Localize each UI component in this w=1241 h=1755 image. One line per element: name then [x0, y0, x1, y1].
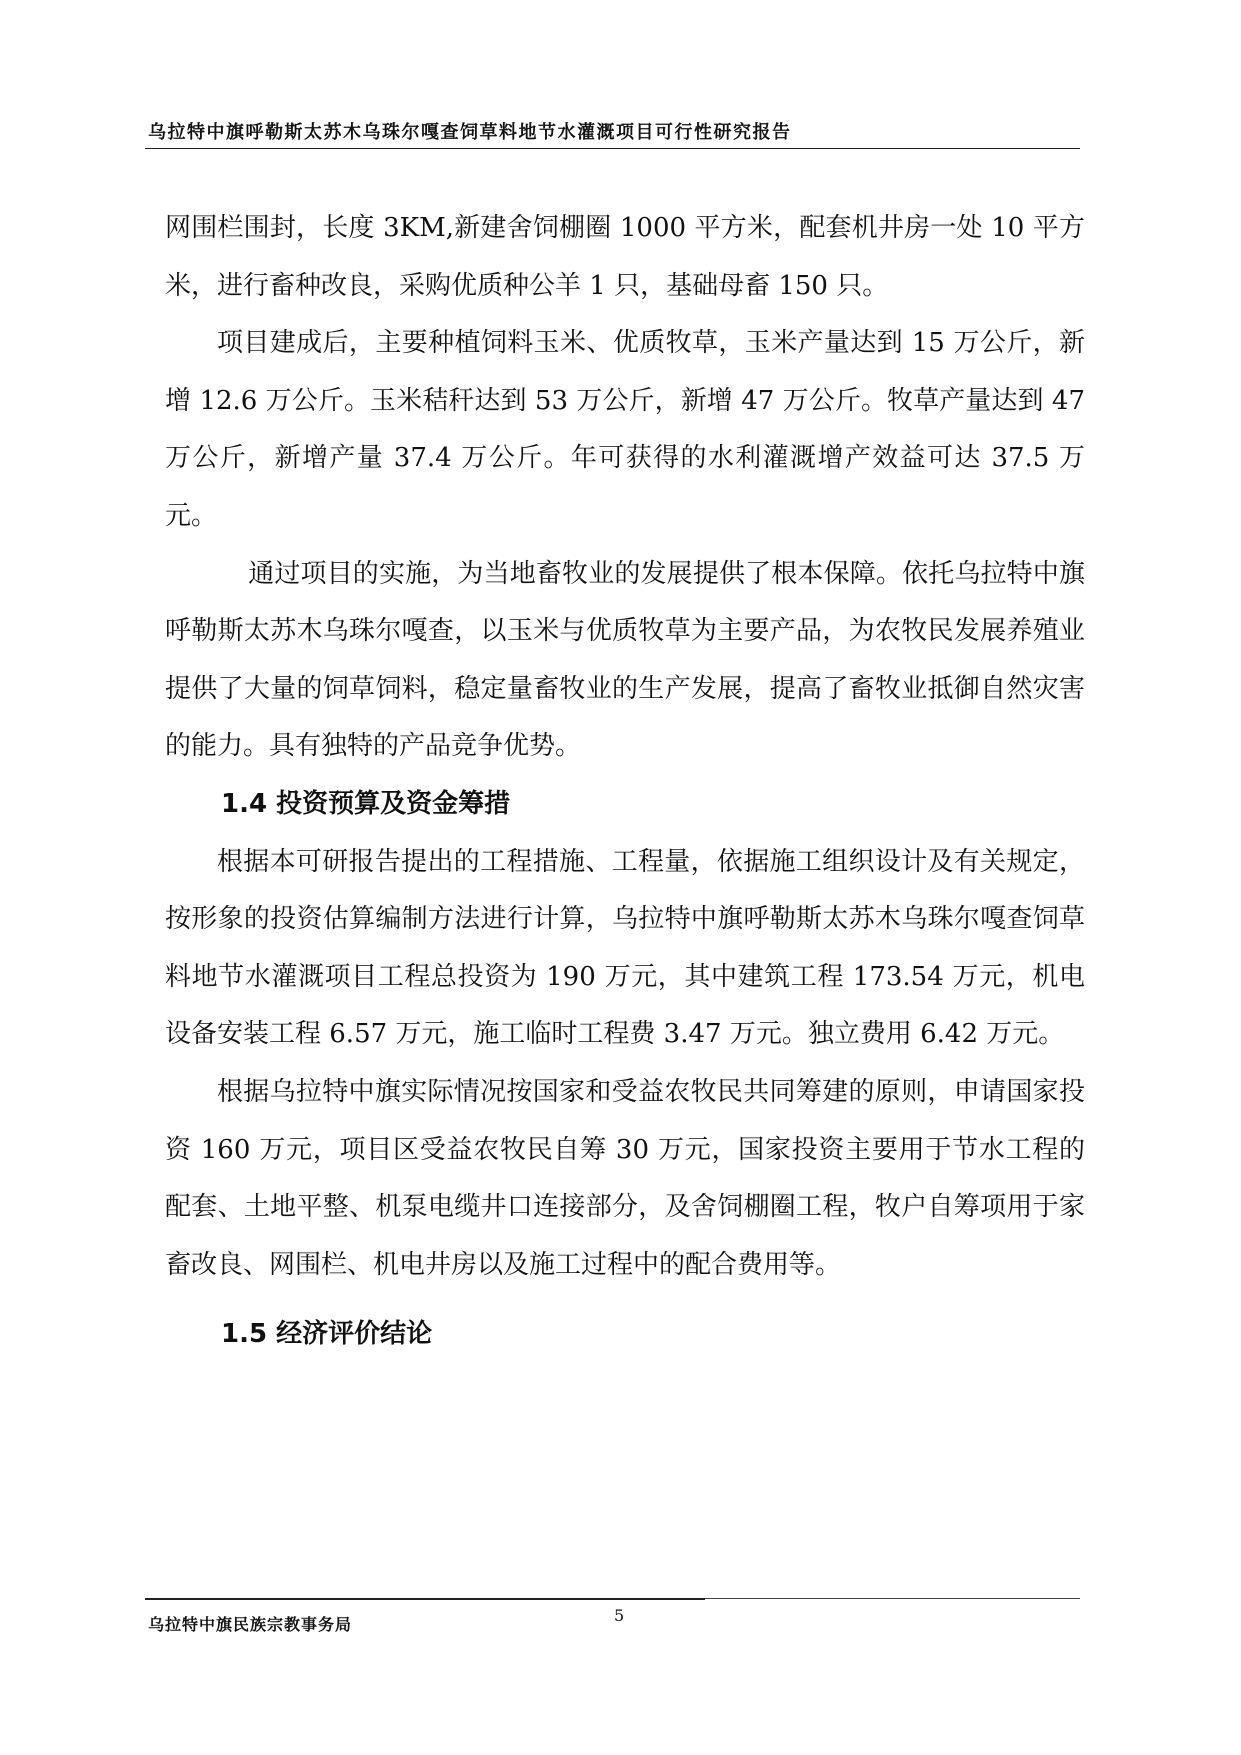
header-divider: [145, 148, 1080, 149]
page-number: 5: [614, 1606, 625, 1625]
paragraph-fencing-livestock: 网围栏围封，长度 3KM,新建舍饲棚圈 1000 平方米，配套机井房一处 10 平方米，进行畜种改良，采购优质种公羊 1 只，基础母畜 150 只。: [165, 213, 1085, 301]
paragraph-total-investment: 根据本可研报告提出的工程措施、工程量，依据施工组织设计及有关规定，按形象的投资估算编制方法进行计算，乌拉特中旗呼勒斯太苏木乌珠尔嘎查饲草料地节水灌溉项目工程总投资为 190 万元，其中建筑工程 173.54 万元，机电设备安装工程 6.57 万元，施工临时工程费 3.47 万元。独立费用 6.42 万元。: [165, 846, 1085, 1050]
document-header-title: 乌拉特中旗呼勒斯太苏木乌珠尔嘎查饲草料地节水灌溉项目可行性研究报告: [148, 122, 792, 143]
page-body: [165, 200, 1085, 1364]
section-heading-economic-evaluation: 1.5 经济评价结论: [221, 1319, 433, 1350]
footer-divider-thin: [705, 1598, 1080, 1599]
paragraph-funding-sources: 根据乌拉特中旗实际情况按国家和受益农牧民共同筹建的原则，申请国家投资 160 万元，项目区受益农牧民自筹 30 万元，国家投资主要用于节水工程的配套、土地平整、机泵电缆井口连接部分，及舍饲棚圈工程，牧户自筹项用于家畜改良、网围栏、机电井房以及施工过程中的配合费用等。: [165, 1076, 1085, 1280]
paragraph-project-benefits: 通过项目的实施，为当地畜牧业的发展提供了根本保障。依托乌拉特中旗呼勒斯太苏木乌珠尔嘎查，以玉米与优质牧草为主要产品，为农牧民发展养殖业提供了大量的饲草饲料，稳定量畜牧业的生产发展，提高了畜牧业抵御自然灾害的能力。具有独特的产品竞争优势。: [165, 558, 1085, 762]
footer-organization: 乌拉特中旗民族宗教事务局: [148, 1615, 353, 1634]
section-heading-investment-budget: 1.4 投资预算及资金筹措: [221, 788, 511, 819]
paragraph-production-output: 项目建成后，主要种植饲料玉米、优质牧草，玉米产量达到 15 万公斤，新增 12.6 万公斤。玉米秸秆达到 53 万公斤，新增 47 万公斤。牧草产量达到 47 万公斤，新增产量 37.4 万公斤。年可获得的水利灌溉增产效益可达 37.5 万元。: [165, 328, 1085, 531]
footer-divider-thick: [145, 1598, 705, 1600]
